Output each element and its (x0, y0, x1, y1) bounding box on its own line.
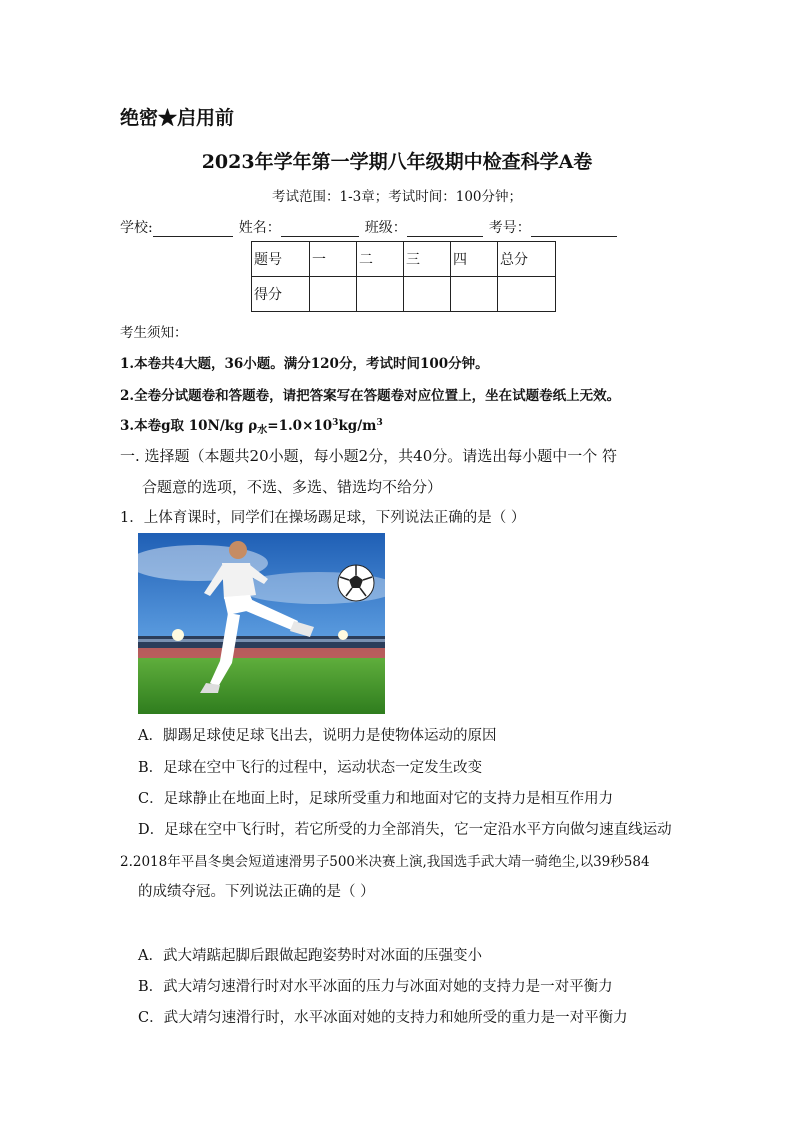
section-one-line-1: 一. 选择题（本题共20小题，每小题2分，共40分。请选出每小题中一个 符 (120, 447, 618, 465)
confidential-label: 绝密★启用前 (120, 107, 235, 129)
question-1-option-d: D．足球在空中飞行时，若它所受的力全部消失，它一定沿水平方向做匀速直线运动 (138, 822, 672, 838)
score-cell: 三 (404, 242, 451, 277)
score-cell: 四 (451, 242, 498, 277)
score-cell: 二 (357, 242, 404, 277)
notice-item-3-subscript: 水 (257, 425, 268, 436)
exam-number-label: 考号： (488, 220, 531, 236)
question-2-option-a: A．武大靖踮起脚后跟做起跑姿势时对冰面的压强变小 (138, 948, 482, 964)
notice-item-3-text: =1.0×10 (267, 418, 333, 434)
score-cell-blank[interactable] (310, 277, 357, 312)
question-2-option-c: C．武大靖匀速滑行时，水平冰面对她的支持力和她所受的重力是一对平衡力 (138, 1010, 628, 1026)
question-1-option-b: B．足球在空中飞行的过程中，运动状态一定发生改变 (138, 760, 483, 776)
name-label: 姓名： (238, 220, 281, 236)
soccer-photo-illustration (138, 533, 385, 714)
score-cell: 一 (310, 242, 357, 277)
notice-item-3 (120, 414, 383, 434)
soccer-player-photo (138, 533, 385, 714)
notice-heading: 考生须知： (120, 325, 188, 341)
score-cell: 得分 (252, 277, 310, 312)
section-one-line-2: 合题意的选项，不选、多选、错选均不给分） (142, 478, 443, 496)
class-blank[interactable] (407, 222, 483, 237)
school-blank[interactable] (153, 222, 233, 237)
score-cell: 题号 (252, 242, 310, 277)
question-2-stem-line-2: 的成绩夺冠。下列说法正确的是（ ） (138, 884, 375, 900)
question-1-option-c: C．足球静止在地面上时，足球所受重力和地面对它的支持力是相互作用力 (138, 791, 614, 807)
question-2-option-b: B．武大靖匀速滑行时对水平冰面的压力与冰面对她的支持力是一对平衡力 (138, 979, 613, 995)
score-cell-blank[interactable] (357, 277, 404, 312)
question-2-stem-line-1: 2.2018年平昌冬奥会短道速滑男子500米决赛上演,我国选手武大靖一骑绝尘,以39秒584 (120, 854, 650, 870)
notice-item-3-superscript: 3 (376, 418, 383, 428)
score-cell-blank[interactable] (498, 277, 556, 312)
notice-item-3-text: 3.本卷g取 10N/kg ρ (120, 418, 258, 434)
notice-item-2: 2.全卷分试题卷和答题卷，请把答案写在答题卷对应位置上，坐在试题卷纸上无效。 (120, 388, 621, 404)
question-1-stem: 1．上体育课时，同学们在操场踢足球，下列说法正确的是（ ） (120, 510, 526, 526)
exam-number-blank[interactable] (531, 222, 617, 237)
name-blank[interactable] (281, 222, 359, 237)
section-one-instructions (120, 441, 680, 503)
notice-item-3-superscript: 3 (332, 418, 339, 428)
question-1-option-a: A．脚踢足球使足球飞出去，说明力是使物体运动的原因 (138, 728, 497, 744)
class-label: 班级： (364, 220, 407, 236)
notice-item-3-text: kg/m (338, 418, 377, 434)
exam-title: 2023年学年第一学期八年级期中检查科学A卷 (201, 151, 593, 173)
score-cell-blank[interactable] (451, 277, 498, 312)
score-table-header-row (252, 242, 556, 277)
score-table (251, 241, 556, 312)
score-cell: 总分 (498, 242, 556, 277)
school-label: 学校: (120, 220, 153, 236)
score-cell-blank[interactable] (404, 277, 451, 312)
student-info-fields (120, 217, 623, 237)
score-table-score-row (252, 277, 556, 312)
notice-item-1: 1.本卷共4大题，36小题。满分120分，考试时间100分钟。 (120, 356, 489, 372)
exam-meta: 考试范围：1-3章；考试时间：100分钟； (271, 189, 522, 205)
